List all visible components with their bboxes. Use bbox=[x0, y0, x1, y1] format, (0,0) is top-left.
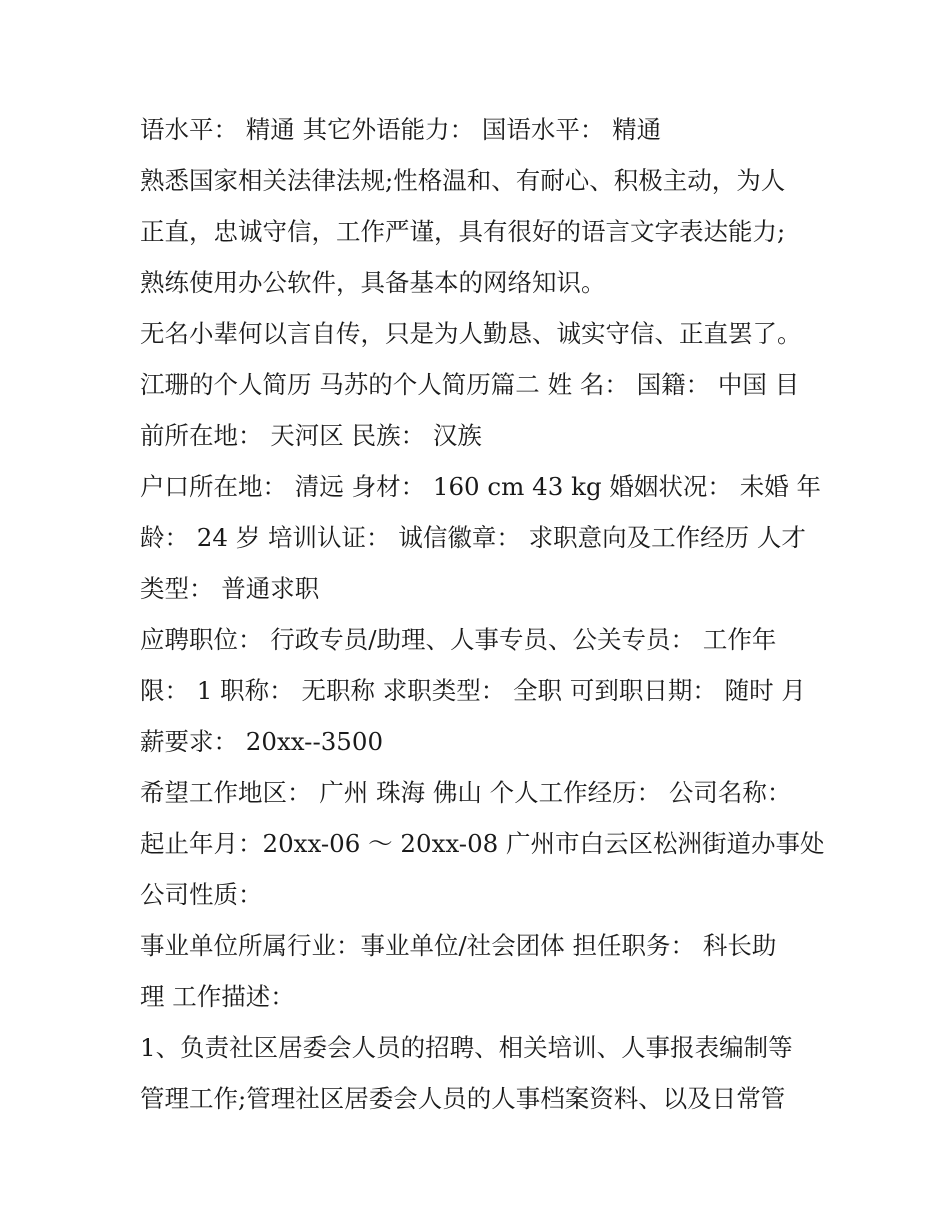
text-line: 正直，忠诚守信，工作严谨，具有很好的语言文字表达能力; bbox=[140, 217, 786, 246]
text-line: 前所在地： 天河区 民族： 汉族 bbox=[140, 421, 482, 450]
text-line: 希望工作地区： 广州 珠海 佛山 个人工作经历： 公司名称： bbox=[140, 778, 792, 807]
text-line: 1、负责社区居委会人员的招聘、相关培训、人事报表编制等 bbox=[140, 1033, 793, 1062]
text-line: 户口所在地： 清远 身材： 160 cm 43 kg 婚姻状况： 未婚 年 bbox=[140, 472, 822, 501]
text-line: 熟练使用办公软件，具备基本的网络知识。 bbox=[140, 268, 606, 297]
text-line: 理 工作描述： bbox=[140, 982, 295, 1011]
text-line: 薪要求： 20xx--3500 bbox=[140, 727, 384, 756]
text-line: 起止年月：20xx-06 ～ 20xx-08 广州市白云区松洲街道办事处 bbox=[140, 829, 825, 858]
text-line: 限： 1 职称： 无职称 求职类型： 全职 可到职日期： 随时 月 bbox=[140, 676, 806, 705]
text-line: 熟悉国家相关法律法规;性格温和、有耐心、积极主动，为人 bbox=[140, 166, 786, 195]
text-line: 事业单位所属行业：事业单位/社会团体 担任职务： 科长助 bbox=[140, 931, 777, 960]
text-line: 江珊的个人简历 马苏的个人简历篇二 姓 名： 国籍： 中国 目 bbox=[140, 370, 800, 399]
text-line: 语水平： 精通 其它外语能力： 国语水平： 精通 bbox=[140, 115, 662, 144]
text-line: 类型： 普通求职 bbox=[140, 574, 320, 603]
text-line: 公司性质： bbox=[140, 880, 263, 909]
text-line: 应聘职位： 行政专员/助理、人事专员、公关专员： 工作年 bbox=[140, 625, 777, 654]
document-body bbox=[140, 104, 825, 1124]
text-line: 龄： 24 岁 培训认证： 诚信徽章： 求职意向及工作经历 人才 bbox=[140, 523, 806, 552]
text-line: 无名小辈何以言自传，只是为人勤恳、诚实守信、正直罢了。 bbox=[140, 319, 802, 348]
text-line: 管理工作;管理社区居委会人员的人事档案资料、以及日常管 bbox=[140, 1084, 786, 1113]
